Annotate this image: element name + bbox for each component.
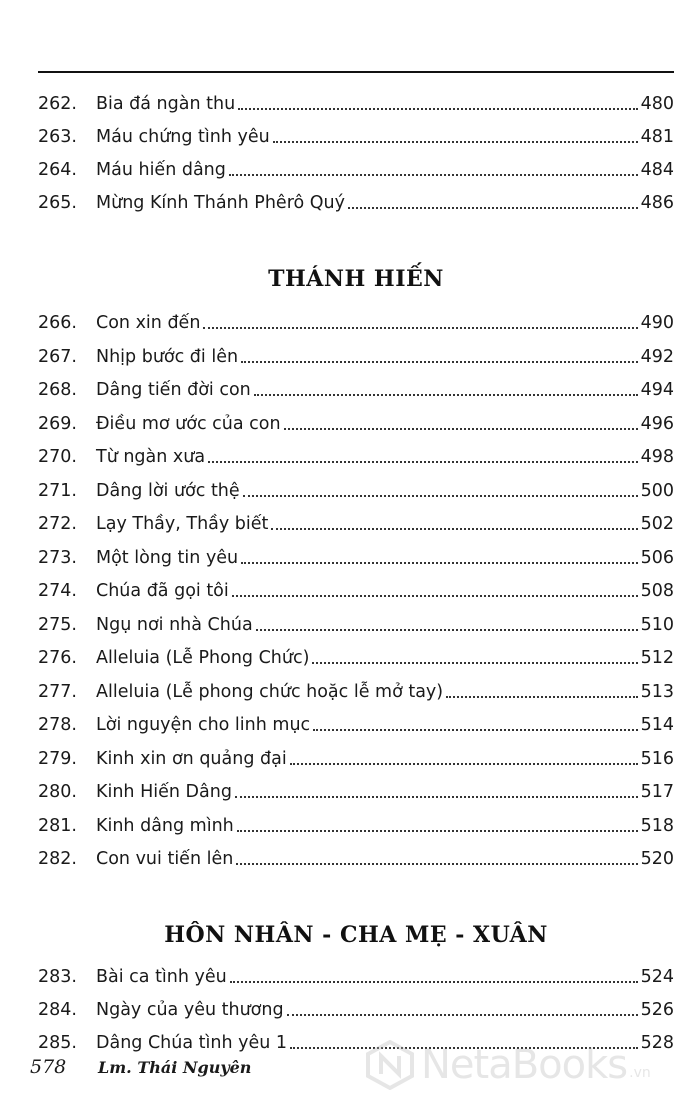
dot-leader (254, 394, 638, 396)
entry-title: Mừng Kính Thánh Phêrô Quý (96, 193, 345, 213)
dot-leader (229, 174, 638, 176)
entry-number: 278. (38, 715, 77, 735)
dot-leader (235, 796, 638, 798)
dot-leader (230, 981, 638, 983)
entry-title: Lạy Thầy, Thầy biết (96, 514, 269, 534)
dot-leader (241, 562, 637, 564)
entry-title: Dâng tiến đời con (96, 380, 251, 400)
entry-page: 506 (640, 548, 674, 568)
entry-number: 275. (38, 615, 77, 635)
entry-number: 273. (38, 548, 77, 568)
dot-leader (312, 662, 637, 664)
entry-title: Chúa đã gọi tôi (96, 581, 229, 601)
toc-entry[interactable] (38, 673, 674, 703)
entry-title: Alleluia (Lễ Phong Chức) (96, 648, 310, 668)
watermark-brand: NetaBooks (421, 1042, 628, 1088)
entry-title: Con xin đến (96, 313, 201, 333)
toc-entry[interactable] (38, 184, 674, 214)
toc-entry[interactable] (38, 505, 674, 535)
entry-number: 262. (38, 94, 77, 114)
entry-number: 282. (38, 849, 77, 869)
entry-number: 279. (38, 749, 77, 769)
entry-number: 274. (38, 581, 77, 601)
toc-entry[interactable] (38, 606, 674, 636)
watermark (365, 1040, 651, 1090)
entry-title: Nhịp bước đi lên (96, 347, 239, 367)
entry-title: Con vui tiến lên (96, 849, 234, 869)
dot-leader (287, 1014, 638, 1016)
entry-page: 500 (640, 481, 674, 501)
entry-number: 263. (38, 127, 77, 147)
entry-page: 498 (640, 447, 674, 467)
dot-leader (238, 108, 637, 110)
toc-entry[interactable] (38, 118, 674, 148)
dot-leader (232, 595, 638, 597)
entry-number: 280. (38, 782, 77, 802)
entry-page: 492 (640, 347, 674, 367)
entry-title: Ngày của yêu thương (96, 1000, 284, 1020)
entry-page: 508 (640, 581, 674, 601)
entry-number: 267. (38, 347, 77, 367)
footer-page-number: 578 (30, 1056, 67, 1078)
entry-page: 526 (640, 1000, 674, 1020)
entry-number: 281. (38, 816, 77, 836)
entry-title: Điều mơ ước của con (96, 414, 281, 434)
entry-page: 490 (640, 313, 674, 333)
entry-page: 516 (640, 749, 674, 769)
entry-title: Một lòng tin yêu (96, 548, 239, 568)
entry-title: Lời nguyện cho linh mục (96, 715, 311, 735)
entry-number: 277. (38, 682, 77, 702)
dot-leader (203, 327, 637, 329)
footer-author: Lm. Thái Nguyên (98, 1058, 252, 1077)
dot-leader (256, 629, 638, 631)
entry-page: 484 (640, 160, 674, 180)
toc-entry[interactable] (38, 740, 674, 770)
watermark-suffix: .vn (629, 1065, 651, 1081)
toc-entry[interactable] (38, 338, 674, 368)
toc-entry[interactable] (38, 807, 674, 837)
dot-leader (208, 461, 638, 463)
entry-title: Alleluia (Lễ phong chức hoặc lễ mở tay) (96, 682, 444, 702)
toc-entry[interactable] (38, 85, 674, 115)
toc-entry[interactable] (38, 438, 674, 468)
dot-leader (236, 863, 637, 865)
entry-number: 270. (38, 447, 77, 467)
entry-page: 481 (640, 127, 674, 147)
dot-leader (271, 528, 637, 530)
entry-page: 510 (640, 615, 674, 635)
entry-page: 513 (640, 682, 674, 702)
entry-page: 518 (640, 816, 674, 836)
entry-title: Dâng Chúa tình yêu 1 (96, 1033, 288, 1053)
toc-entry[interactable] (38, 472, 674, 502)
entry-number: 269. (38, 414, 77, 434)
entry-number: 266. (38, 313, 77, 333)
dot-leader (290, 763, 638, 765)
entry-number: 272. (38, 514, 77, 534)
entry-number: 265. (38, 193, 77, 213)
toc-entry[interactable] (38, 958, 674, 988)
dot-leader (348, 207, 638, 209)
toc-entry[interactable] (38, 706, 674, 736)
dot-leader (284, 428, 638, 430)
dot-leader (313, 729, 637, 731)
entry-title: Bài ca tình yêu (96, 967, 227, 987)
entry-number: 264. (38, 160, 77, 180)
entry-title: Kinh dâng mình (96, 816, 234, 836)
toc-entry[interactable] (38, 572, 674, 602)
entry-number: 285. (38, 1033, 77, 1053)
entry-title: Từ ngàn xưa (96, 447, 206, 467)
dot-leader (243, 495, 638, 497)
entry-page: 480 (640, 94, 674, 114)
toc-entry[interactable] (38, 773, 674, 803)
entry-title: Dâng lời ước thệ (96, 481, 240, 501)
dot-leader (273, 141, 638, 143)
entry-page: 496 (640, 414, 674, 434)
entry-page: 517 (640, 782, 674, 802)
dot-leader (237, 830, 638, 832)
dot-leader (446, 696, 637, 698)
entry-page: 494 (640, 380, 674, 400)
entry-page: 502 (640, 514, 674, 534)
netabooks-logo-icon (365, 1040, 415, 1090)
entry-page: 520 (640, 849, 674, 869)
toc-entry[interactable] (38, 840, 674, 870)
top-rule (38, 71, 674, 73)
toc-entry[interactable] (38, 304, 674, 334)
entry-title: Kinh Hiến Dâng (96, 782, 232, 802)
toc-entry[interactable] (38, 405, 674, 435)
entry-page: 524 (640, 967, 674, 987)
entry-page: 512 (640, 648, 674, 668)
toc-entry[interactable] (38, 151, 674, 181)
entry-number: 284. (38, 1000, 77, 1020)
entry-title: Máu hiến dâng (96, 160, 226, 180)
entry-title: Ngụ nơi nhà Chúa (96, 615, 253, 635)
entry-number: 276. (38, 648, 77, 668)
dot-leader (241, 361, 638, 363)
toc-entry[interactable] (38, 991, 674, 1021)
entry-page: 514 (640, 715, 674, 735)
entry-number: 271. (38, 481, 77, 501)
entry-title: Kinh xin ơn quảng đại (96, 749, 287, 769)
toc-entry[interactable] (38, 539, 674, 569)
entry-page: 486 (640, 193, 674, 213)
entry-number: 268. (38, 380, 77, 400)
entry-number: 283. (38, 967, 77, 987)
toc-entry[interactable] (38, 639, 674, 669)
section-heading: HÔN NHÂN - CHA MẸ - XUÂN (164, 922, 548, 948)
entry-title: Bia đá ngàn thu (96, 94, 236, 114)
entry-page: 528 (640, 1033, 674, 1053)
entry-title: Máu chứng tình yêu (96, 127, 270, 147)
section-heading: THÁNH HIẾN (268, 266, 444, 292)
toc-entry[interactable] (38, 371, 674, 401)
